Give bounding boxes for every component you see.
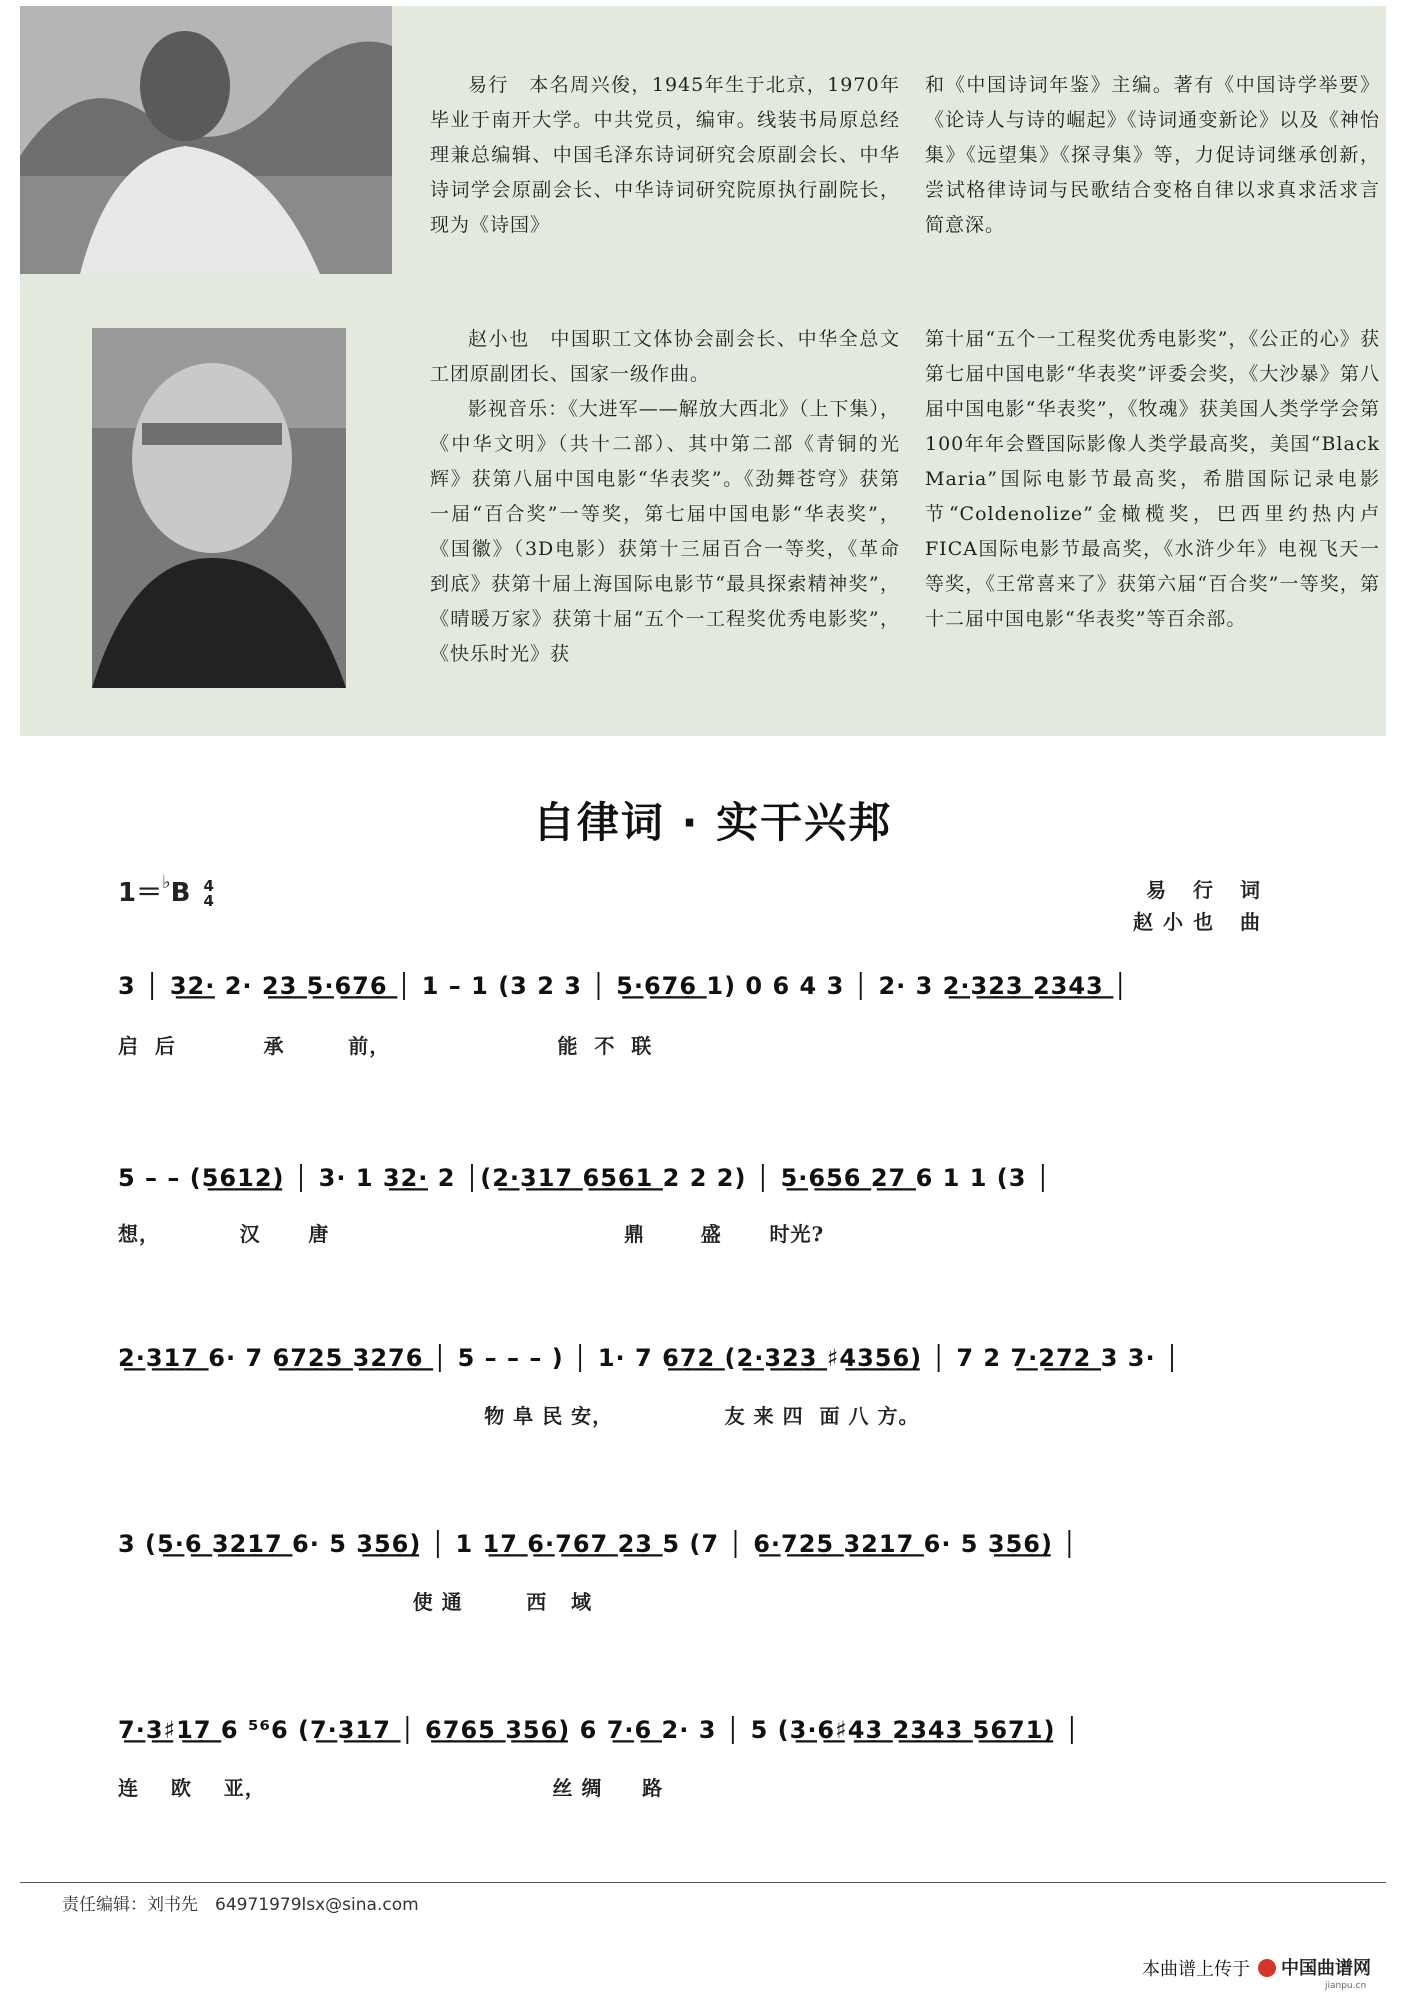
author2-bio-col2 (925, 322, 1380, 637)
score-line-5-lyrics: 连 欧 亚， 丝 绸 路 (118, 1776, 664, 1800)
score-line-1-notes: 3 │ 3͟2͟· 2· 2͟3͟ 5͟·6͟7͟6͟ │ 1 – 1 (3 2 3 │ 5͟·6͟7͟6͟ 1) 0 6 4 3 │ 2· 3 2͟·3͟2͟3͟ 2͟3͟4͟3͟ │ (118, 972, 1129, 1000)
logo-mark-icon (1258, 1959, 1276, 1977)
composer-credit: 赵小也 曲 (1133, 910, 1270, 934)
score-line-3-lyrics: 物 阜 民 安， 友 来 四 面 八 方。 (118, 1404, 920, 1428)
score-line-4-lyrics: 使 通 西 域 (118, 1590, 593, 1614)
upload-note: 本曲谱上传于 (1142, 1959, 1250, 1980)
key-letter: B (170, 878, 191, 908)
score-line-3-notes: 2͟·3͟1͟7͟ 6· 7 6͟7͟2͟5͟ 3͟2͟7͟6͟ │ 5 – – – ) │ 1· 7 6͟7͟2͟ (2͟·3͟2͟3͟ ♯4͟3͟5͟6͟) │ 7 2 7͟·2͟7͟2͟ 3 3· │ (118, 1344, 1181, 1372)
time-bottom: 4 (203, 891, 214, 910)
lyricist-credit: 易 行 词 (1146, 878, 1270, 902)
flat-sign: ♭ (162, 872, 171, 893)
bio-panel (20, 6, 1386, 736)
bio-text: 易行 本名周兴俊，1945年生于北京，1970年毕业于南开大学。中共党员，编审。线装书局原总经理兼总编辑、中国毛泽东诗词研究会原副会长、中华诗词学会原副会长、中华诗词研究院原执行副院长，现为《诗国》 (430, 74, 900, 236)
key-signature (118, 872, 214, 909)
author-photo-yixing (20, 6, 392, 274)
time-signature (203, 876, 214, 910)
score-line-4-notes: 3 (5͟·6͟ 3͟2͟1͟7͟ 6· 5 3͟5͟6͟) │ 1 1͟7͟ 6͟·7͟6͟7͟ 2͟3͟ 5 (7 │ 6͟·7͟2͟5͟ 3͟2͟1͟7͟ 6· 5 3͟5͟6͟) │ (118, 1530, 1078, 1558)
bio-text: 第十届“五个一工程奖优秀电影奖”，《公正的心》获第七届中国电影“华表奖”评委会奖，《大沙暴》第八届中国电影“华表奖”，《牧魂》获美国人类学学会第100年年会暨国际影像人类学最高奖，美国“Black Maria”国际电影节最高奖，希腊国际记录电影节“Coldenolize”金橄榄奖，巴西里约热内卢FICA国际电影节最高奖，《水浒少年》电视飞天一等奖，《王常喜来了》获第六届“百合奖”一等奖，第十二届中国电影“华表奖”等百余部。 (925, 328, 1380, 630)
bio-text: 赵小也 中国职工文体协会副会长、中华全总文工团原副团长、国家一级作曲。 (430, 328, 900, 385)
score-line-1-lyrics: 启 后 承 前， 能 不 联 (118, 1034, 653, 1058)
song-title: 自律词 · 实干兴邦 (532, 798, 893, 847)
bio-text: 和《中国诗词年鉴》主编。著有《中国诗学举要》《论诗人与诗的崛起》《诗词通变新论》以及《神怡集》《远望集》《探寻集》等，力促诗词继承创新，尝试格律诗词与民歌结合变格自律以求真求活求言简意深。 (925, 74, 1380, 236)
footer-divider (20, 1882, 1386, 1883)
site-logo (1255, 1950, 1405, 1990)
score-line-5-notes: 7͟·3͟♯1͟7͟ 6 ⁵⁶6 (7͟·3͟1͟7͟ │ 6͟7͟6͟5͟ 3͟5͟6͟) 6 7͟·6͟ 2· 3 │ 5 (3͟·6͟♯4͟3͟ 2͟3͟4͟3͟ 5͟6͟7͟1͟) │ (118, 1716, 1081, 1744)
footer-editor: 责任编辑：刘书先 64971979lsx@sina.com (62, 1895, 419, 1915)
author-photo-zhaoxiaoye (92, 328, 346, 688)
key-prefix: 1＝ (118, 878, 163, 908)
score-line-2-notes: 5 – – (5͟6͟1͟2͟) │ 3· 1 3͟2͟· 2 │(2͟·3͟1͟7͟ 6͟5͟6͟1͟ 2 2 2) │ 5͟·6͟5͟6͟ 2͟7͟ 6 1 1 (3 │ (118, 1164, 1052, 1192)
bio-text: 影视音乐：《大进军——解放大西北》（上下集），《中华文明》（共十二部）、其中第二部《青铜的光辉》获第八届中国电影“华表奖”。《劲舞苍穹》获第一届“百合奖”一等奖，第七届中国电影“华表奖”，《国徽》（3D电影）获第十三届百合一等奖，《革命到底》获第十届上海国际电影节“最具探索精神奖”，《晴暖万家》获第十届“五个一工程奖优秀电影奖”，《快乐时光》获 (430, 398, 900, 665)
author1-bio-col1 (430, 68, 900, 243)
author2-bio-col1 (430, 322, 900, 672)
logo-url: jianpu.cn (1325, 1981, 1367, 1990)
logo-text: 中国曲谱网 (1281, 1958, 1371, 1979)
author1-bio-col2 (925, 68, 1380, 243)
time-top: 4 (203, 876, 214, 895)
score-line-2-lyrics: 想， 汉 唐 鼎 盛 时光? (118, 1222, 825, 1246)
